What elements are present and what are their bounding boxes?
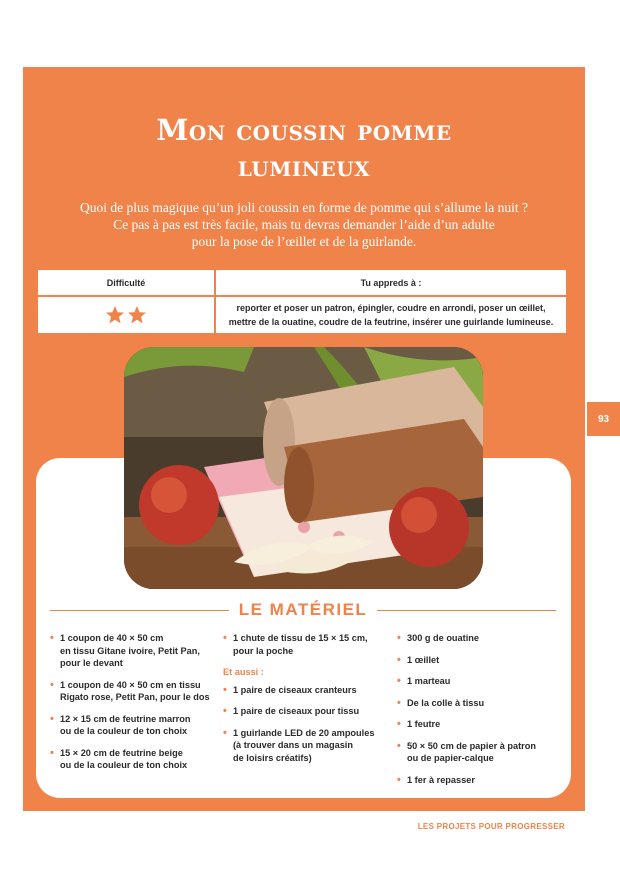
list-item-line: pour la poche bbox=[233, 645, 294, 656]
title-rule-left bbox=[50, 610, 229, 611]
info-table bbox=[36, 268, 568, 335]
difficulty-rating bbox=[37, 296, 215, 334]
materials-column-1 bbox=[50, 632, 220, 781]
materials-list-2a bbox=[223, 632, 393, 657]
list-item-line: Rigato rose, Petit Pan, pour le dos bbox=[60, 692, 210, 702]
list-item-line: ou de la couleur de ton choix bbox=[60, 726, 188, 736]
intro-line-2: Ce pas à pas est très facile, mais tu devras demander l’aide d’un adulte bbox=[113, 217, 495, 232]
list-item-line: ou de papier-calque bbox=[407, 753, 494, 763]
list-item-line: pour le devant bbox=[60, 658, 123, 668]
list-item bbox=[397, 774, 567, 787]
photo-illustration bbox=[124, 347, 483, 589]
intro-text bbox=[23, 199, 585, 250]
list-item bbox=[50, 713, 220, 738]
materials-column-2 bbox=[223, 632, 393, 773]
list-item-line: ou de la couleur de ton choix bbox=[60, 760, 188, 770]
intro-line-3: pour la pose de l’œillet et de la guirlande. bbox=[191, 234, 417, 249]
list-item bbox=[397, 718, 567, 731]
project-photo bbox=[124, 347, 483, 589]
list-item-line: • 1 paire de ciseaux pour tissu bbox=[233, 706, 360, 716]
list-item-line: • 300 g de ouatine bbox=[407, 633, 479, 643]
star-icon bbox=[127, 305, 147, 325]
footer-section-label: LES PROJETS POUR PROGRESSER bbox=[417, 822, 565, 831]
list-item-line: • 1 coupon de 40 × 50 cm bbox=[60, 633, 164, 643]
materials-column-3 bbox=[397, 632, 567, 795]
title-line-2: lumineux bbox=[237, 149, 371, 183]
list-item bbox=[223, 632, 393, 657]
list-item bbox=[397, 697, 567, 710]
list-item-line: • 1 feutre bbox=[407, 719, 441, 729]
list-item bbox=[223, 705, 393, 718]
list-item-line: • 1 chute de tissu de 15 × 15 cm, bbox=[233, 633, 368, 643]
list-item bbox=[50, 747, 220, 772]
list-item-line: en tissu Gitane ivoire, Petit Pan, bbox=[60, 645, 200, 656]
list-item bbox=[50, 679, 220, 704]
materials-section-title bbox=[50, 598, 556, 622]
list-item-line: • 50 × 50 cm de papier à patron bbox=[407, 740, 536, 751]
page-number: 93 bbox=[587, 402, 620, 436]
list-item bbox=[223, 727, 393, 765]
materials-subtitle: Et aussi : bbox=[223, 667, 264, 677]
list-item bbox=[50, 632, 220, 670]
materials-heading: LE MATÉRIEL bbox=[238, 600, 368, 619]
list-item-line: • 15 × 20 cm de feutrine beige bbox=[60, 747, 183, 758]
list-item-line: • 1 fer à repasser bbox=[407, 774, 475, 785]
list-item-line: • 1 œillet bbox=[407, 654, 440, 665]
page-title bbox=[23, 112, 585, 184]
intro-line-1: Quoi de plus magique qu’un joli coussin en forme de pomme qui s’allume la nuit ? bbox=[79, 200, 529, 215]
materials-list-3 bbox=[397, 632, 567, 786]
list-item-line: • De la colle à tissu bbox=[407, 697, 485, 708]
star-icon bbox=[105, 305, 125, 325]
title-rule-right bbox=[377, 610, 556, 611]
list-item-line: • 1 coupon de 40 × 50 cm en tissu bbox=[60, 679, 201, 690]
list-item bbox=[223, 684, 393, 697]
learn-header: Tu appreds à : bbox=[215, 269, 567, 296]
learn-line-2: mettre de la ouatine, coudre de la feutrine, insérer une guirlande lumineuse. bbox=[228, 317, 554, 327]
list-item-line: de loisirs créatifs) bbox=[233, 752, 312, 763]
list-item-line: • 1 guirlande LED de 20 ampoules bbox=[233, 727, 375, 738]
list-item-line: • 1 paire de ciseaux cranteurs bbox=[233, 684, 357, 695]
list-item bbox=[397, 740, 567, 765]
learn-line-1: reporter et poser un patron, épingler, coudre en arrondi, poser un œillet, bbox=[236, 303, 546, 313]
list-item-line: • 12 × 15 cm de feutrine marron bbox=[60, 713, 191, 724]
list-item-line: • 1 marteau bbox=[407, 676, 451, 686]
title-line-1: Mon coussin pomme bbox=[156, 113, 452, 147]
list-item bbox=[397, 654, 567, 667]
learn-text bbox=[215, 296, 567, 334]
materials-list-2b bbox=[223, 684, 393, 765]
list-item-line: (à trouver dans un magasin bbox=[233, 740, 353, 750]
difficulty-header: Difficulté bbox=[37, 269, 215, 296]
materials-list-1 bbox=[50, 632, 220, 772]
list-item bbox=[397, 675, 567, 688]
list-item bbox=[397, 632, 567, 645]
